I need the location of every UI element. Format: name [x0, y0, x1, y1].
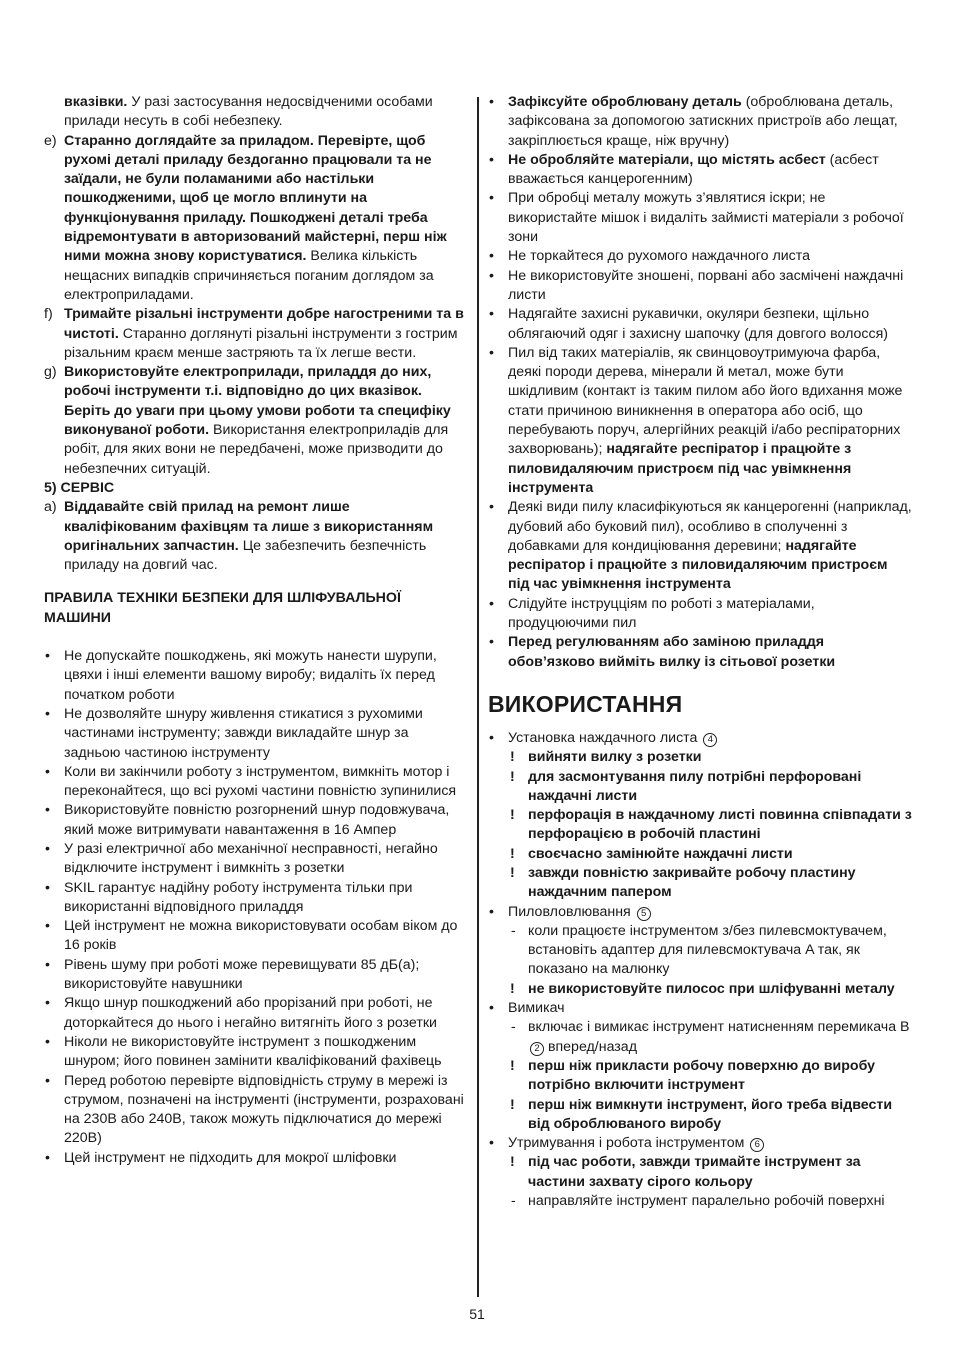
list-item: • Не обробляйте матеріали, що містять асбест (асбест вважається канцерогенним)	[488, 151, 912, 190]
column-divider	[477, 97, 479, 1297]
figure-reference: 5	[637, 907, 651, 921]
list-item: • Коли ви закінчили роботу з інструментом, вимкніть мотор і переконайтеся, що всі рухомі частини повністю зупинилися	[44, 763, 464, 802]
dash-item: - коли працюєте інструментом з/без пилевсмоктувачем, встановіть адаптер для пилевсмоктувача A так, як показано на малюнку	[511, 922, 887, 978]
list-item: • Не торкайтеся до рухомого наждачного листа	[488, 247, 912, 266]
list-item: • Перед регулюванням або заміною приладдя обов’язково вийміть вилку із сітьової розетки	[488, 633, 912, 672]
left-column	[44, 93, 464, 1168]
usage-holding: • Утримування і робота інструментом 6	[488, 1134, 912, 1153]
list-item: • Цей інструмент не підходить для мокрої шліфовки	[44, 1149, 464, 1168]
list-item: • Ніколи не використовуйте інструмент з пошкодженим шнуром; його повинен замінити кваліфікований фахівець	[44, 1033, 464, 1072]
usage-switch: • Вимикач	[488, 999, 912, 1018]
list-item: • Слідуйте інструцціям по роботі з матеріалами, продуцюючими пил	[488, 595, 912, 634]
figure-reference: 2	[530, 1042, 544, 1056]
safety-heading: ПРАВИЛА ТЕХНІКИ БЕЗПЕКИ ДЛЯ ШЛІФУВАЛЬНОЇ МАШИНИ	[44, 590, 401, 626]
list-item-e: e) Старанно доглядайте за приладом. Перевірте, щоб рухомі деталі приладу бездоганно працювали та не заїдали, не були поламаними або настільки пошкодженими, щоб це могло вплинути на функціонування приладу. Пошкоджені деталі треба відремонтувати в авторизований майстерні, перш ніж ними можна знову користуватися. Велика кількість нещасних випадків спричиняється поганим доглядом за електроприладами.	[44, 132, 447, 303]
dash-item: - направляйте інструмент паралельно робочій поверхні	[511, 1193, 885, 1210]
list-item: • Не використовуйте зношені, порвані або засмічені наждачні листи	[488, 267, 912, 306]
list-item-f: f) Тримайте різальні інструменти добре нагостреними та в чистоті. Старанно доглянуті різальні інструменти з гострим різальним краєм менше застряють та їх легше вести.	[44, 306, 464, 361]
list-item: • Пил від таких матеріалів, як свинцовоутримуюча фарба, деякі породи дерева, мінерали й метал, може бути шкідливим (контакт із таким пилом або його вдихання може стати причиною виникнення в оператора або осіб, що перебувають поруч, алергійних реакцій і/або респіраторних захворювань); надягайте респіратор і працюйте з пиловидаляючим пристроєм під час увімкнення інструмента	[488, 344, 912, 498]
continuation-paragraph: вказівки. У разі застосування недосвідченими особами прилади несуть в собі небезпеку.	[64, 94, 433, 130]
service-heading: 5) СЕРВІС	[44, 479, 115, 496]
list-item: • Цей інструмент не можна використовувати особам віком до 16 років	[44, 917, 464, 956]
usage-sandpaper: • Установка наждачного листа 4	[488, 729, 912, 748]
right-column	[488, 93, 912, 1211]
list-item: • Не дозволяйте шнуру живлення стикатися з рухомими частинами інструменту; завжди викладайте шнур за задньою частиною інструменту	[44, 705, 464, 763]
warning-note: ! під час роботи, завжди тримайте інструмент за частини захвату сірого кольору	[510, 1154, 861, 1190]
list-item: • Якщо шнур пошкоджений або прорізаний при роботі, не доторкайтеся до нього і негайно витягніть його з розетки	[44, 994, 464, 1033]
safety-bullet-list	[44, 647, 464, 1168]
list-item-g: g) Використовуйте електроприлади, приладдя до них, робочі інструменти т.і. відповідно до цих вказівок. Беріть до уваги при цьому умови роботи та специфіку виконуваної роботи. Використання електроприладів для робіт, для яких вони не передбачені, може призводити до небезпечних ситуацій.	[44, 364, 451, 477]
list-item: • У разі електричної або механічної несправності, негайно відключите інструмент і вимкніть з розетки	[44, 840, 464, 879]
warning-note: ! перфорація в наждачному листі повинна співпадати з перфорацією в робочій пластині	[510, 807, 912, 843]
warning-note: ! своєчасно замінюйте наждачні листи	[510, 845, 793, 862]
warning-note: ! не використовуйте пилосос при шліфуванні металу	[510, 980, 895, 997]
usage-list	[488, 729, 912, 1211]
usage-dust: • Пиловловлювання 5	[488, 903, 912, 922]
page-number: 51	[469, 1306, 485, 1322]
figure-reference: 4	[703, 733, 717, 747]
list-item-a: a) Віддавайте свій прилад на ремонт лише кваліфікованим фахівцям та лише з використанням оригінальних запчастин. Це забезпечить безпечність приладу на довгий час.	[44, 499, 434, 574]
list-item: • Зафіксуйте оброблювану деталь (оброблювана деталь, зафіксована за допомогою затискних пристроїв або лещат, закріплюється краще, ніж вручну)	[488, 93, 912, 151]
list-item: • Використовуйте повністю розгорнений шнур подовжувача, який може витримувати навантаження в 16 Ампер	[44, 801, 464, 840]
warning-note: ! перш ніж вимкнути інструмент, його треба відвести від оброблюваного виробу	[510, 1096, 893, 1132]
list-item: • Не допускайте пошкоджень, які можуть нанести шурупи, цвяхи і інші елементи вашому виробу; видаліть їх перед початком роботи	[44, 647, 464, 705]
dash-item: - включає і вимикає інструмент натисненням перемикача B 2 вперед/назад	[511, 1019, 910, 1055]
warning-note: ! для засмонтування пилу потрібні перфоровані наждачні листи	[510, 768, 862, 804]
list-item: • Деякі види пилу класифікуються як канцерогенні (наприклад, дубовий або буковий пил), особливо в сполученні з добавками для кондиціювання деревини; надягайте респіратор і працюйте з пиловидаляючим пристроєм під час увімкнення інструмента	[488, 498, 912, 594]
list-item: • При обробці металу можуть з’являтися іскри; не використайте мішок і видаліть займисті матеріали з робочої зони	[488, 189, 912, 247]
list-item: • Надягайте захисні рукавички, окуляри безпеки, щільно облягаючий одяг і захисну шапочку (для довгого волосся)	[488, 305, 912, 344]
section-title: ВИКОРИСТАННЯ	[488, 690, 683, 717]
figure-reference: 6	[750, 1138, 764, 1152]
warning-note: ! перш ніж прикласти робочу поверхню до виробу потрібно включити інструмент	[510, 1057, 876, 1094]
warning-note: ! вийняти вилку з розетки	[510, 749, 702, 766]
safety-bullet-list-continued	[488, 93, 912, 672]
list-item: • SKIL гарантує надійну роботу інструмента тільки при використанні відповідного приладдя	[44, 879, 464, 918]
list-item: • Перед роботою перевірте відповідність струму в мережі із струмом, позначені на інструменті (інструменти, розраховані на 230В або 240В, також можуть підключатися до мережі 220В)	[44, 1072, 464, 1149]
warning-note: ! завжди повністю закривайте робочу пластину наждачним папером	[510, 864, 856, 901]
list-item: • Рівень шуму при роботі може перевищувати 85 дБ(а); використовуйте навушники	[44, 956, 464, 995]
